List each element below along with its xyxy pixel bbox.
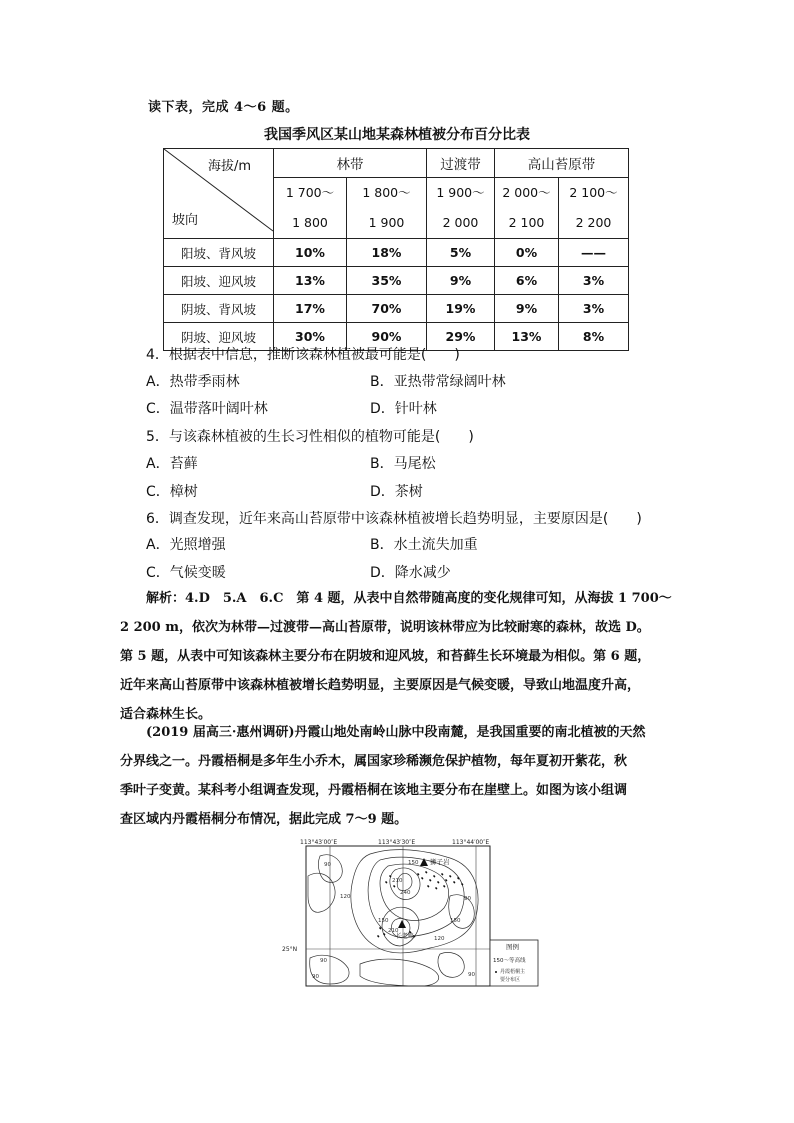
value-cell: 8% bbox=[559, 323, 629, 351]
passage-line: 查区域内丹霞梧桐分布情况，据此完成 7～9 题。 bbox=[120, 812, 408, 827]
contour-south bbox=[360, 959, 439, 986]
contour-label: 90 bbox=[464, 896, 471, 902]
contour-label: 210 bbox=[392, 878, 403, 884]
analysis-line: 第 5 题，从表中可知该森林主要分布在阴坡和迎风坡，和苔藓生长环境最为相似。第 6 题， bbox=[120, 649, 651, 664]
legend-dot-icon bbox=[495, 971, 497, 973]
peak-label-north: 狮子岩 bbox=[430, 858, 450, 866]
table-corner-cell bbox=[164, 149, 274, 239]
contour-label: 90 bbox=[312, 974, 319, 980]
passage-line: 分界线之一。丹霞梧桐是多年生小乔木，属国家珍稀濒危保护植物，每年夏初开紫花，秋 bbox=[120, 754, 628, 769]
lon-label-1: 113°43′00″E bbox=[300, 839, 338, 846]
contour-map bbox=[282, 836, 545, 988]
range-from: 2 000～ bbox=[502, 185, 551, 200]
value-cell: 3% bbox=[559, 267, 629, 295]
table-row bbox=[164, 239, 629, 267]
q6-option-a: A．光照增强 bbox=[146, 537, 226, 553]
slope-header: 坡向 bbox=[172, 213, 199, 228]
range-from: 1 700～ bbox=[285, 185, 335, 200]
range-from: 1 900～ bbox=[436, 185, 485, 200]
q6-option-b: B．水土流失加重 bbox=[370, 537, 478, 553]
tree-distribution-dots bbox=[378, 872, 463, 937]
value-cell: 18% bbox=[347, 239, 427, 267]
q5-option-d: D．茶树 bbox=[370, 484, 423, 500]
question-4-stem: 4．根据表中信息，推断该森林植被最可能是( ) bbox=[146, 347, 460, 363]
table-row bbox=[164, 295, 629, 323]
vegetation-table bbox=[163, 148, 629, 351]
analysis-block bbox=[120, 584, 676, 729]
analysis-line: 2 200 m，依次为林带—过渡带—高山苔原带，说明该林带应为比较耐寒的森林，故选 D。 bbox=[120, 620, 650, 635]
analysis-line: 近年来高山苔原带中该森林植被增长趋势明显，主要原因是气候变暖，导致山地温度升高， bbox=[120, 678, 641, 693]
contour-label: 90 bbox=[324, 862, 331, 868]
range-to: 2 100 bbox=[508, 215, 545, 230]
contour-label: 150 bbox=[450, 918, 461, 924]
contour-label: 120 bbox=[340, 894, 351, 900]
value-cell: 10% bbox=[274, 239, 347, 267]
value-cell: 13% bbox=[495, 323, 559, 351]
table-row bbox=[164, 267, 629, 295]
contour-southeast bbox=[438, 952, 464, 977]
value-cell: 17% bbox=[274, 295, 347, 323]
value-cell: —— bbox=[559, 239, 629, 267]
contour-label: 240 bbox=[400, 890, 411, 896]
row-label: 阳坡、背风坡 bbox=[164, 239, 274, 267]
contour-west bbox=[308, 873, 335, 912]
q4-option-c: C．温带落叶阔叶林 bbox=[146, 401, 268, 417]
lon-label-2: 113°43′30″E bbox=[378, 839, 416, 846]
legend-contour: 150～等高线 bbox=[493, 958, 526, 964]
analysis-line: 解析：4.D 5.A 6.C 第 4 题，从表中自然带随高度的变化规律可知，从海拔 1 700～ bbox=[146, 591, 672, 606]
contour-value-labels bbox=[312, 860, 475, 980]
group-forest-belt: 林带 bbox=[274, 149, 427, 178]
range-to: 1 800 bbox=[292, 215, 328, 230]
value-cell: 5% bbox=[427, 239, 495, 267]
passage-line: 季叶子变黄。某科考小组调查发现，丹霞梧桐在该地主要分布在崖壁上。如图为该小组调 bbox=[120, 783, 628, 798]
range-cell-5 bbox=[559, 178, 629, 239]
range-cell-3 bbox=[427, 178, 495, 239]
altitude-header: 海拔/m bbox=[207, 159, 251, 174]
value-cell: 90% bbox=[347, 323, 427, 351]
row-label: 阳坡、迎风坡 bbox=[164, 267, 274, 295]
intro-text: 读下表，完成 4～6 题。 bbox=[148, 100, 299, 115]
value-cell: 70% bbox=[347, 295, 427, 323]
peak-marker-south bbox=[398, 920, 406, 928]
row-label: 阴坡、迎风坡 bbox=[164, 323, 274, 351]
row-label: 阴坡、背风坡 bbox=[164, 295, 274, 323]
value-cell: 3% bbox=[559, 295, 629, 323]
lat-label: 25°N bbox=[282, 946, 298, 953]
value-cell: 30% bbox=[274, 323, 347, 351]
range-to: 2 200 bbox=[575, 215, 612, 230]
value-cell: 0% bbox=[495, 239, 559, 267]
q4-option-d: D．针叶林 bbox=[370, 401, 437, 417]
value-cell: 9% bbox=[427, 267, 495, 295]
value-cell: 29% bbox=[427, 323, 495, 351]
contour-label: 120 bbox=[434, 936, 445, 942]
legend-tree-line2: 要分布区 bbox=[500, 977, 521, 983]
question-6-stem: 6．调查发现，近年来高山苔原带中该森林植被增长趋势明显，主要原因是( ) bbox=[146, 511, 642, 527]
contour-label: 150 bbox=[378, 918, 389, 924]
range-from: 1 800～ bbox=[362, 185, 411, 200]
value-cell: 6% bbox=[495, 267, 559, 295]
range-cell-2 bbox=[347, 178, 427, 239]
q6-option-c: C．气候变暖 bbox=[146, 565, 226, 581]
value-cell: 19% bbox=[427, 295, 495, 323]
value-cell: 13% bbox=[274, 267, 347, 295]
contour-150 bbox=[380, 864, 449, 921]
contour-label: 90 bbox=[468, 972, 475, 978]
passage-block bbox=[120, 718, 676, 834]
analysis-line: 适合森林生长。 bbox=[120, 707, 212, 722]
legend-tree-line1: 丹霞梧桐主 bbox=[500, 969, 526, 975]
range-to: 2 000 bbox=[442, 215, 479, 230]
legend-title: 图例 bbox=[506, 943, 519, 951]
q5-option-c: C．樟树 bbox=[146, 484, 198, 500]
contour-label: 90 bbox=[320, 958, 327, 964]
q5-option-b: B．马尾松 bbox=[370, 456, 436, 472]
range-cell-4 bbox=[495, 178, 559, 239]
group-transition-belt: 过渡带 bbox=[427, 149, 495, 178]
map-frame bbox=[306, 846, 490, 986]
q4-option-a: A．热带季雨林 bbox=[146, 374, 240, 390]
table-title: 我国季风区某山地某森林植被分布百分比表 bbox=[264, 127, 530, 143]
q5-option-a: A．苔藓 bbox=[146, 456, 198, 472]
passage-line: (2019 届高三·惠州调研)丹霞山地处南岭山脉中段南麓，是我国重要的南北植被的天然 bbox=[146, 725, 646, 740]
q6-option-d: D．降水减少 bbox=[370, 565, 451, 581]
value-cell: 9% bbox=[495, 295, 559, 323]
range-cell-1 bbox=[274, 178, 347, 239]
value-cell: 35% bbox=[347, 267, 427, 295]
q4-option-b: B．亚热带常绿阔叶林 bbox=[370, 374, 506, 390]
peak-label-south: 长老峰 bbox=[396, 933, 415, 940]
contour-label: 150 bbox=[408, 860, 419, 866]
lon-label-3: 113°44′00″E bbox=[452, 839, 490, 846]
range-to: 1 900 bbox=[368, 215, 405, 230]
group-tundra-belt: 高山苔原带 bbox=[495, 149, 629, 178]
contour-label: 210 bbox=[388, 928, 399, 934]
map-legend bbox=[490, 940, 538, 986]
range-from: 2 100～ bbox=[569, 185, 618, 200]
question-5-stem: 5．与该森林植被的生长习性相似的植物可能是( ) bbox=[146, 429, 474, 445]
contour-northwest bbox=[318, 855, 342, 883]
